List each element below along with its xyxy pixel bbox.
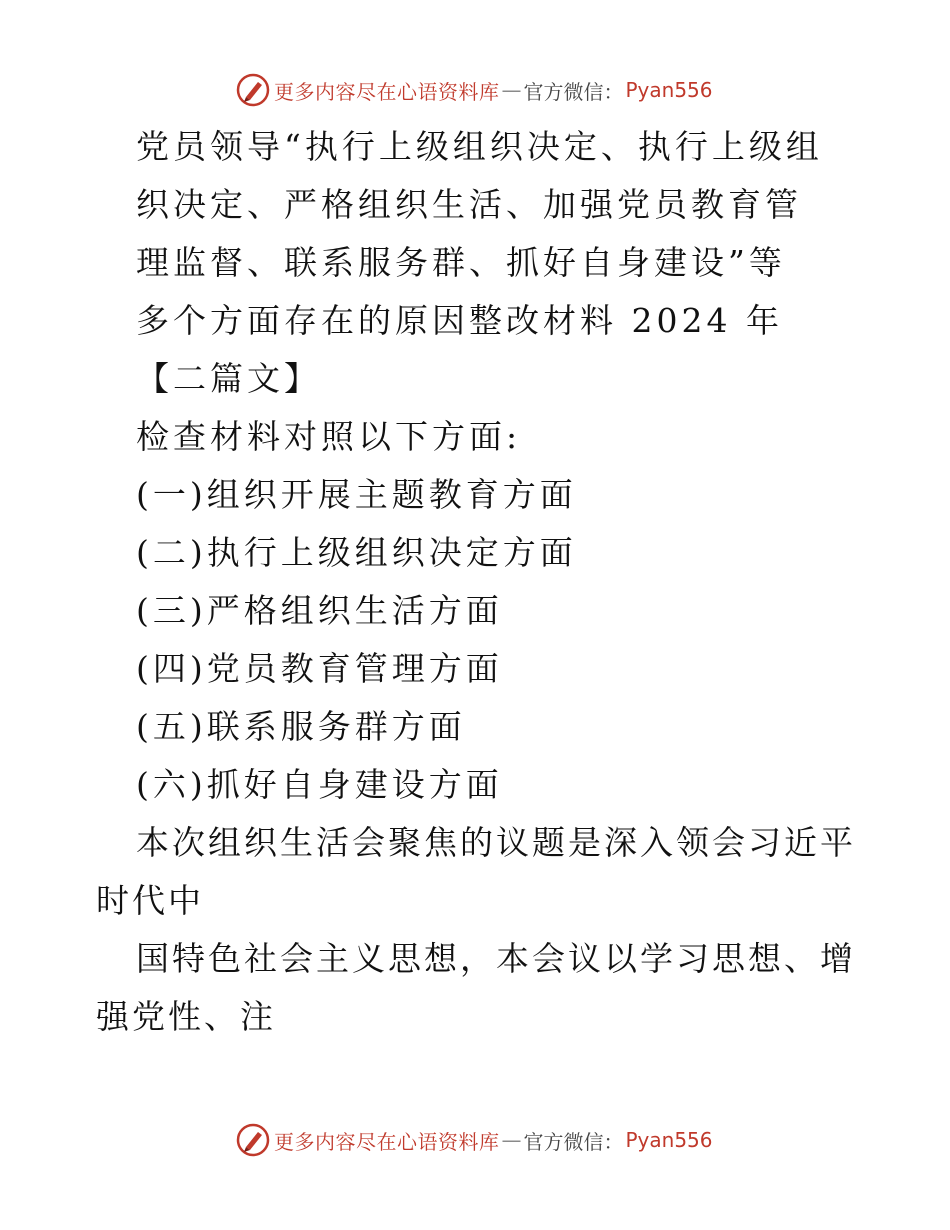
pen-logo-icon: [236, 1123, 270, 1157]
watermark-site-text: 更多内容尽在心语资料库: [274, 79, 500, 104]
list-item: (一)组织开展主题教育方面: [136, 475, 577, 514]
watermark-wechat-id: Pyan556: [625, 78, 713, 102]
title-line: 多个方面存在的原因整改材料 2024 年: [136, 301, 783, 340]
list-item: (五)联系服务群方面: [136, 707, 466, 746]
watermark-dash: —: [501, 78, 522, 102]
watermark-dash: —: [501, 1128, 522, 1152]
header-watermark: [236, 70, 756, 110]
document-body: [96, 118, 856, 1046]
list-item: (四)党员教育管理方面: [136, 649, 503, 688]
pen-logo-icon: [236, 73, 270, 107]
intro-text: 检查材料对照以下方面:: [136, 417, 522, 456]
subtitle: 【二篇文】: [136, 359, 321, 398]
title-line: 党员领导“执行上级组织决定、执行上级组: [136, 127, 823, 166]
watermark-site-text: 更多内容尽在心语资料库: [274, 1129, 500, 1154]
watermark-official-label: 官方微信：: [523, 1129, 624, 1154]
list-item: (六)抓好自身建设方面: [136, 765, 503, 804]
title-line: 织决定、严格组织生活、加强党员教育管: [136, 185, 802, 224]
title-line: 理监督、联系服务群、抓好自身建设”等: [136, 243, 786, 282]
body-paragraph: 国特色社会主义思想，本会议以学习思想、增强党性、注: [96, 939, 856, 1036]
body-paragraph: 本次组织生活会聚焦的议题是深入领会习近平时代中: [96, 823, 856, 920]
list-item: (二)执行上级组织决定方面: [136, 533, 577, 572]
footer-watermark: [236, 1120, 756, 1160]
watermark-official-label: 官方微信：: [523, 79, 624, 104]
watermark-wechat-id: Pyan556: [625, 1128, 713, 1152]
list-item: (三)严格组织生活方面: [136, 591, 503, 630]
